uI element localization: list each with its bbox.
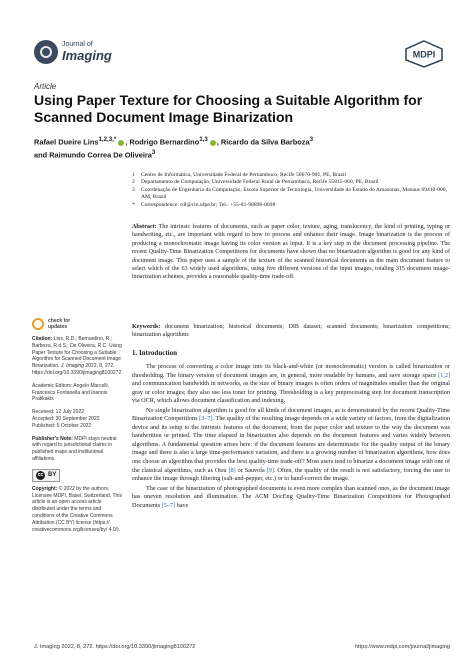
correspondence-text[interactable]: Correspondence: rdl@cin.ufpe.br; Tel.: +55-81-98896-0698 bbox=[141, 201, 276, 208]
page-header bbox=[34, 40, 444, 72]
publisher-note-text: MDPI stays neutral with regard to jurisdictional claims in published maps and institutional affiliations. bbox=[32, 435, 117, 462]
correspondence bbox=[132, 202, 452, 209]
article-type: Article bbox=[34, 82, 57, 91]
check-updates-label bbox=[48, 318, 70, 330]
author-affil-marks: 3 bbox=[309, 136, 314, 143]
cc-license-badge[interactable] bbox=[32, 469, 60, 482]
academic-editors: Academic Editors: Angelo Marcelli, Francesco Fontanella and Ioannis Pratikakis bbox=[32, 382, 109, 403]
affiliation-mark: 3 bbox=[132, 186, 135, 193]
author-name[interactable]: and Raimundo Correa De Oliveira bbox=[34, 150, 152, 160]
text-run: have bbox=[175, 501, 189, 509]
body-text bbox=[132, 363, 450, 511]
journal-name-line1: Journal of bbox=[62, 41, 93, 48]
paragraph bbox=[132, 363, 450, 406]
text-run: or Sauvola bbox=[235, 466, 267, 474]
affiliation-mark: 2 bbox=[132, 179, 135, 186]
author-affil-marks: 1,2,3,* bbox=[98, 136, 117, 143]
author-name[interactable]: , Rodrigo Bernardino bbox=[125, 137, 200, 147]
author-affil-marks: 3 bbox=[151, 149, 156, 157]
keywords bbox=[132, 323, 450, 340]
journal-name-line2: Imaging bbox=[62, 48, 112, 63]
author-name[interactable]: , Ricardo da Silva Barboza bbox=[216, 137, 310, 147]
check-for-updates-button[interactable] bbox=[32, 318, 124, 330]
received-date: Received: 12 July 2022 bbox=[32, 409, 84, 416]
abstract-label: Abstract: bbox=[132, 224, 157, 230]
citation-block bbox=[32, 336, 124, 377]
paragraph bbox=[132, 485, 450, 511]
author-name[interactable]: Rafael Dueire Lins bbox=[34, 137, 99, 147]
citation-label: Citation: bbox=[32, 336, 53, 342]
journal-logo-icon bbox=[34, 40, 58, 64]
citation-doi[interactable]: 2022, 8, 272. https://doi.org/10.3390/jimaging8100272 bbox=[32, 363, 122, 376]
citation-link[interactable]: [8] bbox=[228, 466, 236, 474]
check-updates-icon bbox=[32, 318, 44, 330]
orcid-icon[interactable] bbox=[210, 140, 216, 146]
author-list bbox=[34, 134, 434, 161]
abstract-text: The intrinsic features of documents, such as paper color, texture, aging, translucency, the kind of printing, typing or handwriting, etc., are important with regard to how to process and enhance their image. Image binarization is the process of producing a monochromatic image having its color version as input. It is a key step in the document processing pipeline. The recent Quality-Time Binarization Competitions for documents have shown that no binarization algorithm is good for any kind of document image. This paper uses a sample of the texture of the scanned historical documents as the main document feature to select which of the 63 widely used algorithms, using five different versions of the input images, totaling 315 document image-binarization schemes, provides a reasonable quality-time trade-off. bbox=[132, 224, 450, 281]
citation-link[interactable]: [1,2] bbox=[438, 371, 450, 379]
citation-link[interactable]: [5–7] bbox=[161, 501, 176, 509]
mdpi-logo-text: MDPI bbox=[412, 49, 436, 60]
citation-link[interactable]: [9] bbox=[266, 466, 274, 474]
citation-journal: J. Imaging bbox=[60, 363, 84, 370]
copyright-text: © 2022 by the authors. Licensee MDPI, Basel, Switzerland. This article is an open access article distributed under the terms and conditions of the Creative Commons Attribution (CC BY) license (https:// creativecommons.org/licenses/by/ 4.0/). bbox=[32, 485, 122, 533]
text-run: No single binarization algorithm is good for all kinds of document images, as is demonstrated by the recent Quality-Time Binarization Competitions bbox=[132, 406, 450, 423]
copyright-label: Copyright: bbox=[32, 485, 58, 492]
paragraph bbox=[132, 407, 450, 484]
text-run: . The quality of the resulting image depends on a wide variety of factors, from the digitalization device and its setup to the intrinsic features of the document, from the paper color and texture to the way the document was handwritten or printed. The time elapsed in binarization also depends on the document features and varies widely between algorithms. A fundamental question arises here: if the document features are deterministic for the quality output of the binary image and there is also a large time-performance variation, and there is a growing number of binarization algorithms, how does one choose an algorithm that provides the best quality-time trade-off? Most users tend to binarize a document image with one of the classical algorithms, such as Otsu bbox=[132, 415, 450, 474]
article-sidebar bbox=[32, 318, 124, 539]
footer-journal-url[interactable]: https://www.mdpi.com/journal/jimaging bbox=[354, 644, 450, 650]
affiliation-item bbox=[132, 187, 452, 202]
journal-name[interactable] bbox=[62, 41, 112, 63]
publisher-note bbox=[32, 436, 124, 463]
citation-text: Lins, R.D.; Bernardino, R.; Barboza, R.d.S.; De Oliveira, R.C. Using Paper Texture for Choosing a Suitable Algorithm for Scanned Document Image Binarization. bbox=[32, 336, 122, 370]
section-heading: 1. Introduction bbox=[132, 349, 177, 357]
keywords-label: Keywords: bbox=[132, 324, 161, 330]
abstract bbox=[132, 223, 450, 282]
text-run: The process of converting a color image into its black-and-white (or monochromatic) version is called binarization or thresholding. The binary version of document images are, in general, more readable by humans, and save storage space bbox=[132, 363, 450, 379]
affiliation-text: Coordenação de Engenharia da Computação, Escola Superior de Tecnologia, Universidade do Estado do Amazonas, Manaus 69410-000, AM, Brazil bbox=[141, 186, 447, 201]
dates-block bbox=[32, 409, 124, 429]
check-updates-line2: updates bbox=[48, 324, 68, 330]
author-affil-marks: 1,3 bbox=[199, 136, 208, 143]
cc-icon: cc bbox=[37, 471, 44, 478]
copyright-block bbox=[32, 486, 124, 534]
affiliation-text: Departamento de Computação, Universidade Federal Rural de Pernambuco, Recife 55815-060, PE, Brazil bbox=[141, 179, 379, 186]
text-run: and communication bandwidth in networks, as the size of binary images is often orders of magnitudes smaller than the original gray or color images; they also use less toner for printing. Thresholding is a key preprocessing step for document transcription via OCR, which allows document classification and indexing. bbox=[132, 380, 450, 405]
footer-citation[interactable]: J. Imaging 2022, 8, 272. https://doi.org/10.3390/jimaging8100272 bbox=[34, 644, 196, 650]
keywords-text: document binarization; historical documents; DIB dataset; scanned documents; binarization competitions; binarization algorithms bbox=[132, 324, 450, 339]
affiliation-mark: 1 bbox=[132, 172, 135, 178]
citation-link[interactable]: [3–7] bbox=[199, 415, 213, 423]
article-title: Using Paper Texture for Choosing a Suitable Algorithm for Scanned Document Image Binarization bbox=[34, 92, 423, 125]
affiliations bbox=[132, 172, 452, 209]
text-run: The case of the binarization of photographed documents is even more complex than scanned ones, as the document image has uneven resolution and illumination. The ACM DocEng Quality-Time Binarization Competitions for Photographed Documents bbox=[132, 484, 450, 509]
text-run: . Often, the quality of the result is not satisfactory, forcing the user to enhance the image through filtering (salt-and-pepper, etc.) or to hand-correct the image. bbox=[132, 466, 450, 483]
affiliation-mark: * bbox=[132, 201, 135, 208]
affiliation-item bbox=[132, 179, 452, 186]
orcid-icon[interactable] bbox=[118, 140, 124, 146]
publisher-note-label: Publisher's Note: bbox=[32, 435, 73, 442]
affiliation-text: Centro de Informática, Universidade Federal de Pernambuco, Recife 50670-901, PE, Brazil bbox=[141, 172, 347, 178]
published-date: Published: 5 October 2022 bbox=[32, 422, 92, 429]
check-updates-line1: check for bbox=[48, 318, 71, 324]
cc-badge-label: BY bbox=[48, 471, 57, 478]
accepted-date: Accepted: 30 September 2022 bbox=[32, 415, 100, 422]
mdpi-logo-icon[interactable] bbox=[404, 40, 444, 68]
